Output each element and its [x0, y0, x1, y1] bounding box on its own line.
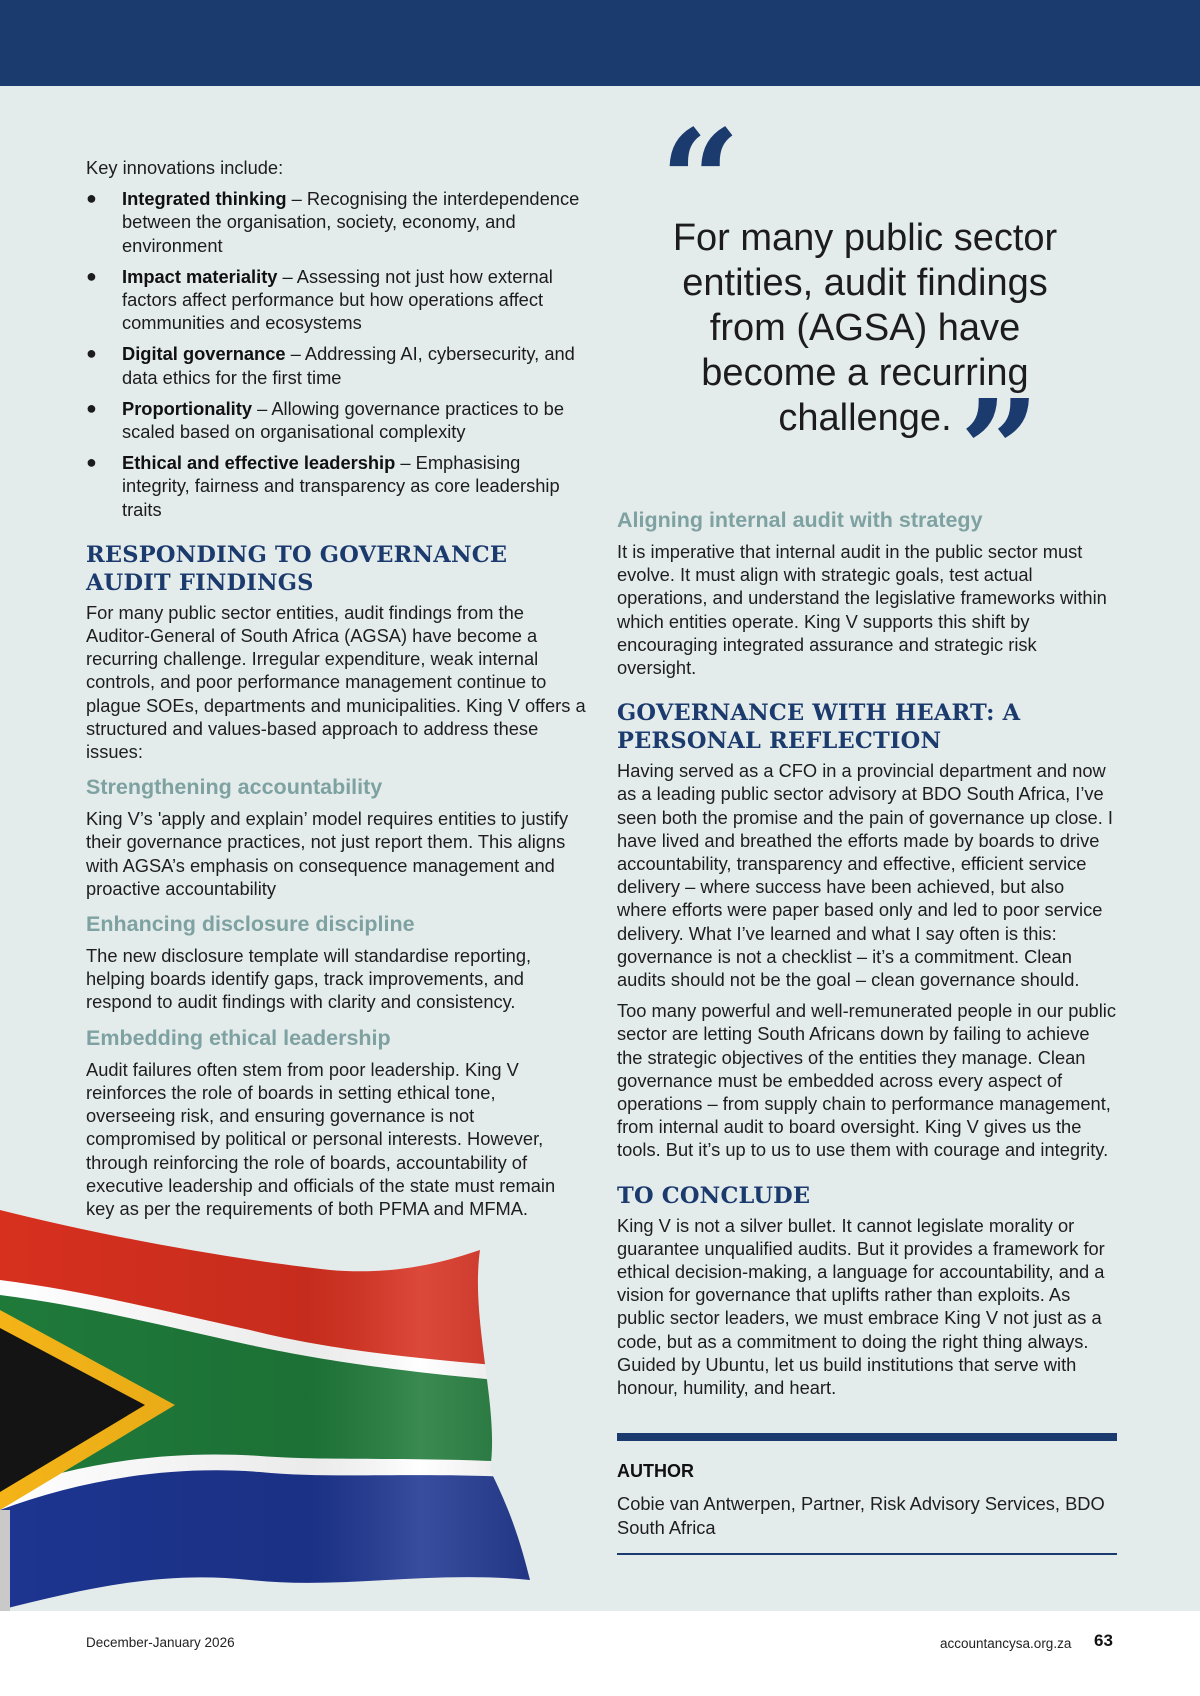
subheading-ethical-leadership: Embedding ethical leadership: [86, 1025, 391, 1050]
innovation-term: Integrated thinking: [122, 188, 287, 210]
innovation-text: – Emphasising integrity, fairness and transparency as core leadership traits: [122, 452, 560, 520]
internal-audit-body: It is imperative that internal audit in the public sector must evolve. It must align with strategic goals, test actual operations, and understand the legislative frameworks within which entities operate. King V supports this shift by encouraging integrated assurance and strategic risk oversight.: [617, 541, 1107, 679]
innovation-text: – Allowing governance practices to be scaled based on organisational complexity: [122, 397, 565, 443]
innovation-term: Proportionality: [122, 397, 253, 419]
author-text: Cobie van Antwerpen, Partner, Risk Advisory Services, BDO South Africa: [617, 1493, 1105, 1538]
author-divider-bottom: [617, 1553, 1117, 1555]
article-panel: [0, 86, 1200, 1611]
author-label: AUTHOR: [617, 1461, 694, 1482]
heading-line: GOVERNANCE WITH HEART: A: [617, 700, 1021, 727]
heading-line: PERSONAL REFLECTION: [617, 728, 942, 755]
innovation-term: Digital governance: [122, 343, 286, 365]
subheading-disclosure: Enhancing disclosure discipline: [86, 912, 415, 937]
bullet-icon: ●: [86, 265, 97, 286]
innovation-text: – Recognising the interdependence between the organisation, society, economy, and environment: [122, 188, 580, 256]
footer-website-link[interactable]: accountancysa.org.za: [940, 1636, 1072, 1651]
bullet-icon: ●: [86, 343, 97, 364]
page-number: 63: [1094, 1631, 1113, 1650]
author-divider-top: [617, 1433, 1117, 1441]
section-heading-conclude: TO CONCLUDE: [617, 1182, 811, 1209]
list-item: [86, 451, 586, 521]
bullet-icon: ●: [86, 397, 97, 418]
heading-line: AUDIT FINDINGS: [86, 569, 314, 596]
innovations-list: [86, 187, 586, 521]
subheading-internal-audit: Aligning internal audit with strategy: [617, 508, 983, 532]
responding-body: For many public sector entities, audit findings from the Auditor-General of South Africa (AGSA) have become a recurring challenge. Irregular expenditure, weak internal controls, and poor performance management continue to plague SOEs, departments and municipalities. King V offers a structured and values-based approach to address these issues:: [86, 601, 586, 763]
close-quote-icon: ”: [959, 370, 1040, 534]
south-african-flag-image: [0, 1210, 560, 1611]
list-item: [86, 187, 586, 257]
innovation-text: – Addressing AI, cybersecurity, and data ethics for the first time: [122, 343, 575, 388]
conclude-body: King V is not a silver bullet. It cannot legislate morality or guarantee unqualified audits. But it provides a framework for ethical decision-making, a language for accountability, and a vision for governance that uplifts rather than exploits. As public sector leaders, we must embrace King V not just as a code, but as a commitment to doing the right thing always. Guided by Ubuntu, let us build institutions that serve with honour, humility, and heart.: [617, 1214, 1105, 1399]
ethical-leadership-body: Audit failures often stem from poor leadership. King V reinforces the role of boards in setting ethical tone, overseeing risk, and ensuring governance is not compromised by political or personal interests. However, through reinforcing the role of boards, accountability of executive leadership and officials of the state must remain key as per the requirements of both PFMA and MFMA.: [86, 1058, 556, 1219]
right-column: [617, 506, 1117, 1555]
innovation-text: – Assessing not just how external factors affect performance but how operations affect communities and ecosystems: [122, 265, 553, 334]
open-quote-icon: “: [660, 100, 741, 264]
pull-quote-text: For many public sector entities, audit findings from (AGSA) have become a recurring challenge.: [672, 217, 1058, 439]
heart-paragraph-1: Having served as a CFO in a provincial department and now as a leading public sector advisory at BDO South Africa, I’ve seen both the promise and the pain of governance up close. I have lived and breathed the efforts made by boards to drive accountability, transparency and effective, efficient service delivery – where success have been achieved, but also where efforts were paper based only and led to poor service delivery. What I’ve learned and what I say often is this: governance is not a checklist – it’s a commitment. Clean audits should not be the goal – clean governance should.: [617, 760, 1113, 991]
bullet-icon: ●: [86, 188, 97, 209]
footer-date: December-January 2026: [86, 1635, 235, 1650]
list-item: [86, 265, 586, 335]
list-item: [86, 342, 586, 388]
heading-line: RESPONDING TO GOVERNANCE: [86, 541, 508, 568]
accountability-body: King V’s 'apply and explain’ model requires entities to justify their governance practices, not just report them. This aligns with AGSA’s emphasis on consequence management and proactive accountability: [86, 808, 569, 899]
innovation-term: Impact materiality: [122, 265, 278, 287]
innovations-intro: Key innovations include:: [86, 157, 284, 178]
list-item: [86, 397, 586, 443]
heart-paragraph-2: Too many powerful and well-remunerated people in our public sector are letting South Africans down by failing to achieve the strategic objectives of the entities they manage. Clean governance must be embedded across every aspect of operations – from supply chain to performance management, from internal audit to board oversight. King V gives us the tools. But it’s up to us to use them with courage and integrity.: [617, 1000, 1116, 1161]
section-heading-responding: [86, 541, 586, 597]
bullet-icon: ●: [86, 452, 97, 473]
section-heading-heart: [617, 699, 1117, 755]
disclosure-body: The new disclosure template will standardise reporting, helping boards identify gaps, track improvements, and respond to audit findings with clarity and consistency.: [86, 945, 532, 1013]
left-column: [86, 156, 586, 1220]
subheading-accountability: Strengthening accountability: [86, 775, 383, 800]
top-banner: [0, 0, 1200, 86]
innovation-term: Ethical and effective leadership: [122, 452, 396, 474]
